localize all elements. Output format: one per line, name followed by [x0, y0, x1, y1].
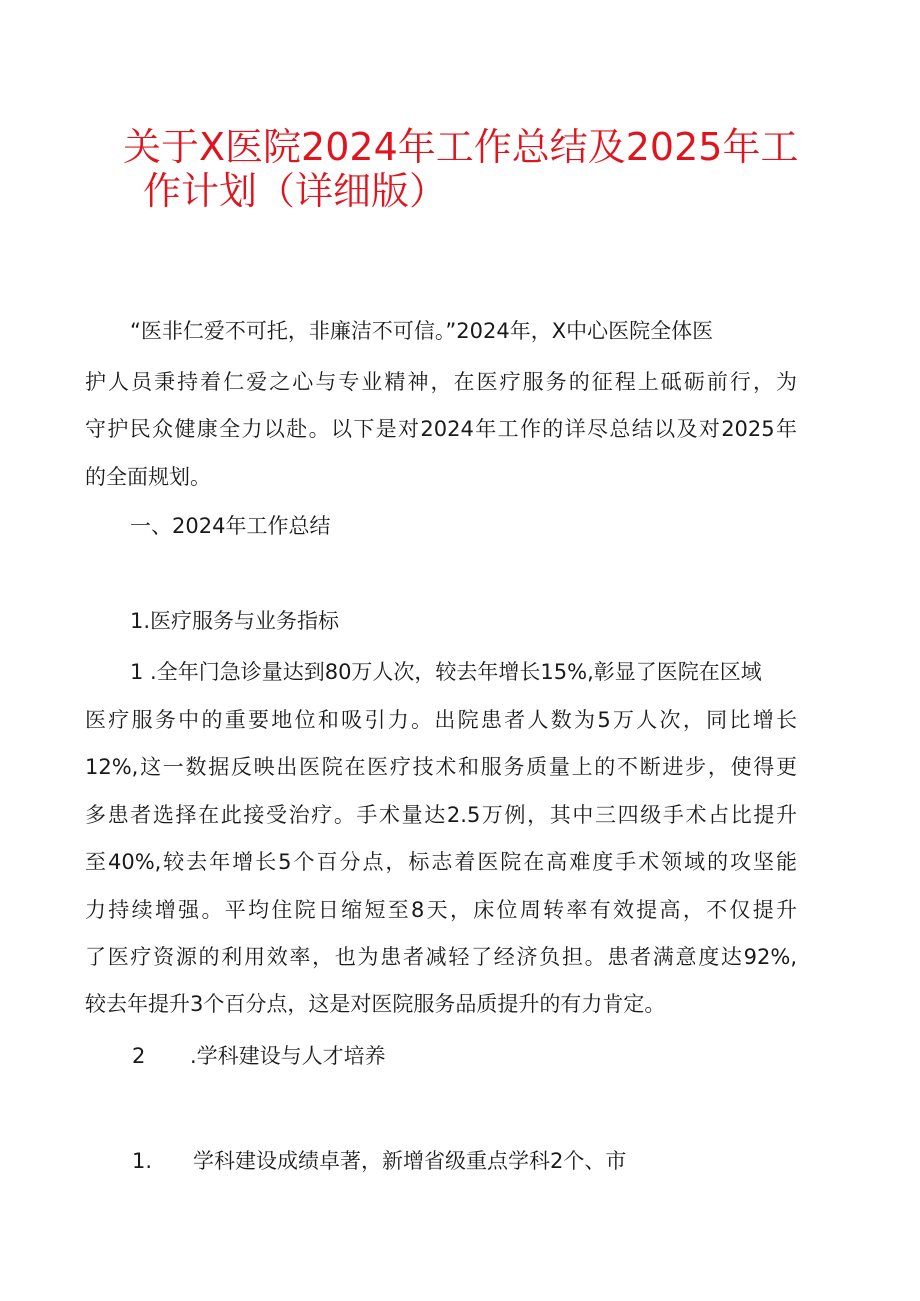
paragraph-line-5: 至40%,较去年增长5个百分点，标志着医院在高难度手术领域的攻坚能 [85, 850, 797, 874]
paragraph-line-8: 较去年提升3个百分点，这是对医院服务品质提升的有力肯定。 [85, 992, 666, 1016]
paragraph-line-6: 力持续增强。平均住院日缩短至8天，床位周转率有效提高，不仅提升 [85, 898, 797, 922]
document-title-line-2: 作计划（详细版） [143, 169, 448, 213]
document-title-line-1: 关于X医院2024年工作总结及2025年工 [123, 125, 799, 169]
intro-line-3: 守护民众健康全力以赴。以下是对2024年工作的详尽总结以及对2025年 [85, 417, 797, 441]
intro-line-4: 的全面规划。 [85, 465, 211, 489]
paragraph-line-2: 医疗服务中的重要地位和吸引力。出院患者人数为5万人次，同比增长 [85, 708, 797, 732]
intro-line-2: 护人员秉持着仁爱之心与专业精神，在医疗服务的征程上砥砺前行，为 [85, 370, 797, 394]
subsection-2-number: 2 [132, 1044, 146, 1068]
paragraph-line-4: 多患者选择在此接受治疗。手术量达2.5万例，其中三四级手术占比提升 [85, 803, 797, 827]
list-item-text: 学科建设成绩卓著，新增省级重点学科2个、市 [193, 1149, 627, 1173]
subsection-heading-2: .学科建设与人才培养 [190, 1044, 386, 1068]
subsection-heading-1: 1.医疗服务与业务指标 [130, 609, 340, 633]
intro-line-1: “医非仁爱不可托，非廉洁不可信。”2024年，X中心医院全体医 [130, 319, 714, 343]
paragraph-line-3: 12%,这一数据反映出医院在医疗技术和服务质量上的不断进步，使得更 [85, 755, 797, 779]
list-item-number: 1. [132, 1149, 153, 1173]
paragraph-line-1: 1 .全年门急诊量达到80万人次，较去年增长15%,彰显了医院在区域 [130, 660, 762, 684]
section-heading: 一、2024年工作总结 [130, 514, 331, 538]
paragraph-line-7: 了医疗资源的利用效率，也为患者减轻了经济负担。患者满意度达92%, [85, 945, 797, 969]
